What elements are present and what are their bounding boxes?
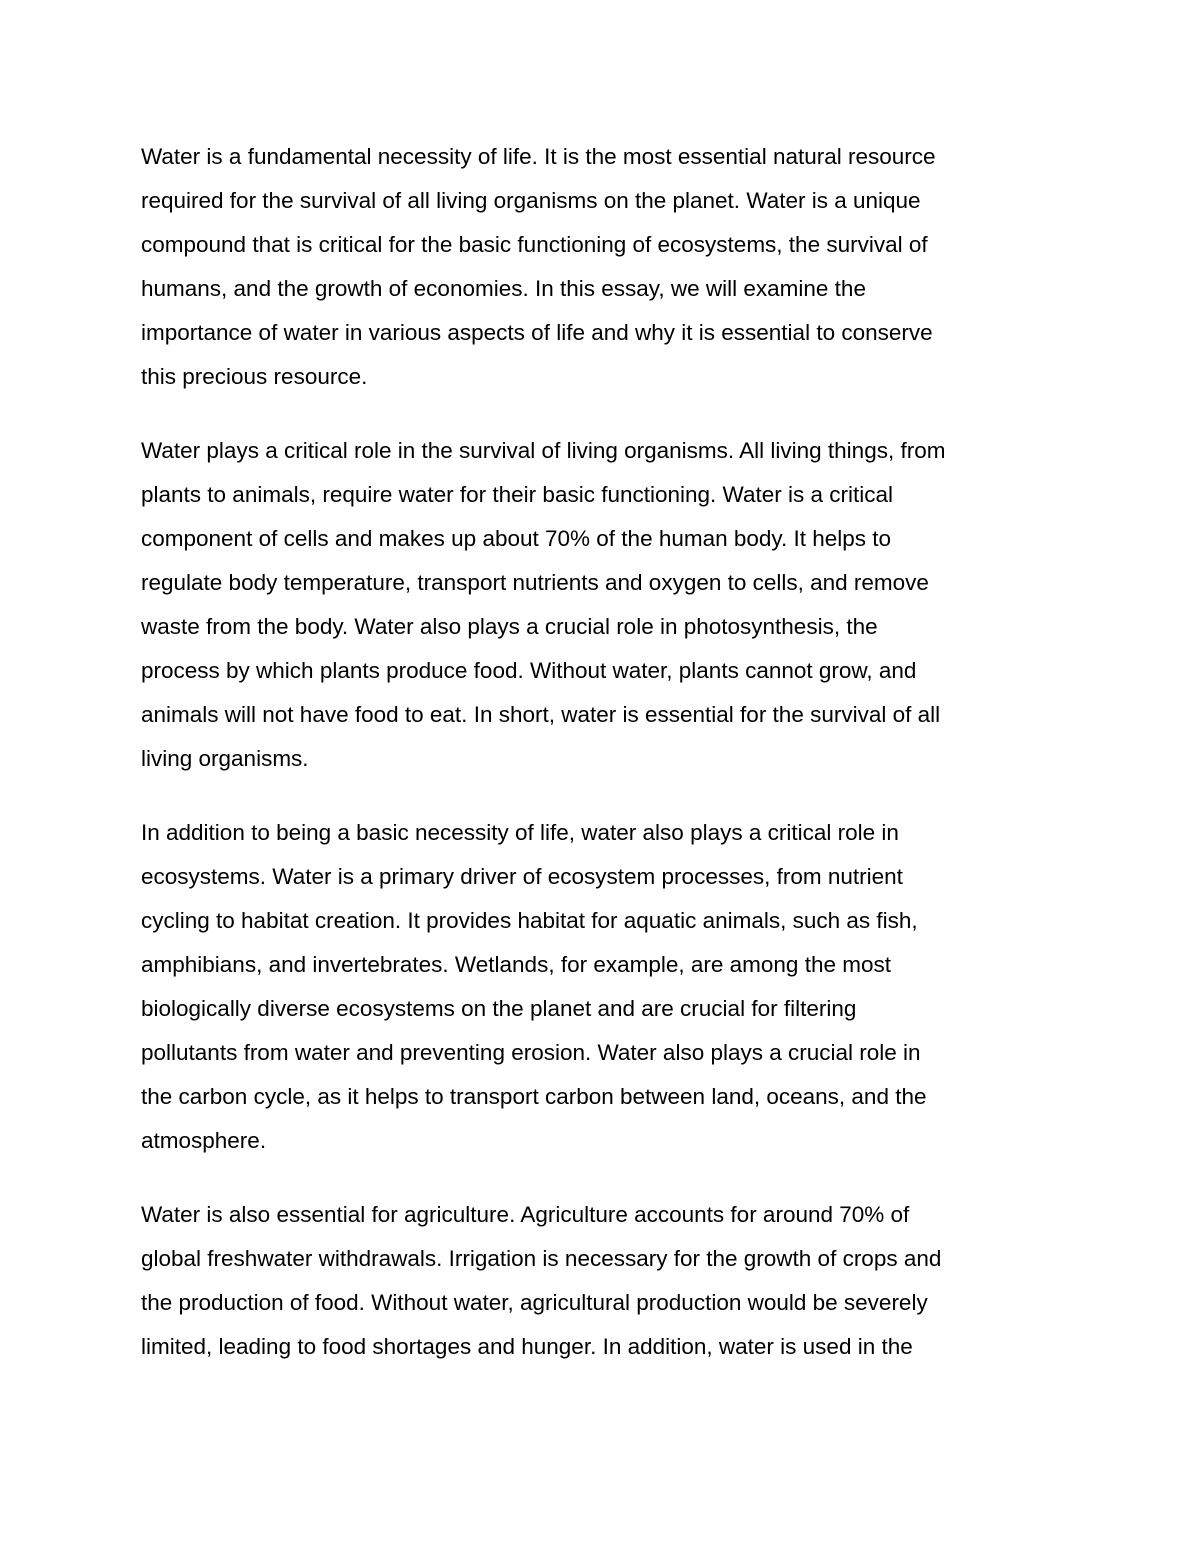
text-line: cycling to habitat creation. It provides habitat for aquatic animals, such as fish, — [141, 908, 918, 933]
document-body — [141, 135, 1056, 1399]
paragraph-1 — [141, 135, 1056, 399]
text-line: atmosphere. — [141, 1128, 267, 1153]
text-line: component of cells and makes up about 70% of the human body. It helps to — [141, 526, 892, 551]
paragraph-2 — [141, 429, 1056, 781]
text-line: the carbon cycle, as it helps to transport carbon between land, oceans, and the — [141, 1084, 927, 1109]
text-line: compound that is critical for the basic functioning of ecosystems, the survival of — [141, 232, 928, 257]
text-line: limited, leading to food shortages and hunger. In addition, water is used in the — [141, 1334, 913, 1359]
text-line: this precious resource. — [141, 364, 368, 389]
paragraph-4 — [141, 1193, 1056, 1369]
text-line: humans, and the growth of economies. In this essay, we will examine the — [141, 276, 866, 301]
text-line: plants to animals, require water for their basic functioning. Water is a critical — [141, 482, 893, 507]
text-line: Water is also essential for agriculture. Agriculture accounts for around 70% of — [141, 1202, 910, 1227]
text-line: ecosystems. Water is a primary driver of ecosystem processes, from nutrient — [141, 864, 903, 889]
text-line: In addition to being a basic necessity of life, water also plays a critical role in — [141, 820, 899, 845]
text-line: importance of water in various aspects of life and why it is essential to conserve — [141, 320, 933, 345]
text-line: amphibians, and invertebrates. Wetlands, for example, are among the most — [141, 952, 891, 977]
text-line: global freshwater withdrawals. Irrigation is necessary for the growth of crops and — [141, 1246, 942, 1271]
text-line: waste from the body. Water also plays a crucial role in photosynthesis, the — [141, 614, 878, 639]
text-line: required for the survival of all living organisms on the planet. Water is a unique — [141, 188, 921, 213]
text-line: process by which plants produce food. Without water, plants cannot grow, and — [141, 658, 917, 683]
text-line: Water is a fundamental necessity of life. It is the most essential natural resource — [141, 144, 936, 169]
text-line: Water plays a critical role in the survival of living organisms. All living things, from — [141, 438, 946, 463]
text-line: regulate body temperature, transport nutrients and oxygen to cells, and remove — [141, 570, 929, 595]
text-line: biologically diverse ecosystems on the planet and are crucial for filtering — [141, 996, 857, 1021]
text-line: pollutants from water and preventing erosion. Water also plays a crucial role in — [141, 1040, 921, 1065]
text-line: animals will not have food to eat. In short, water is essential for the survival of all — [141, 702, 941, 727]
text-line: the production of food. Without water, agricultural production would be severely — [141, 1290, 928, 1315]
text-line: living organisms. — [141, 746, 309, 771]
paragraph-3 — [141, 811, 1056, 1163]
